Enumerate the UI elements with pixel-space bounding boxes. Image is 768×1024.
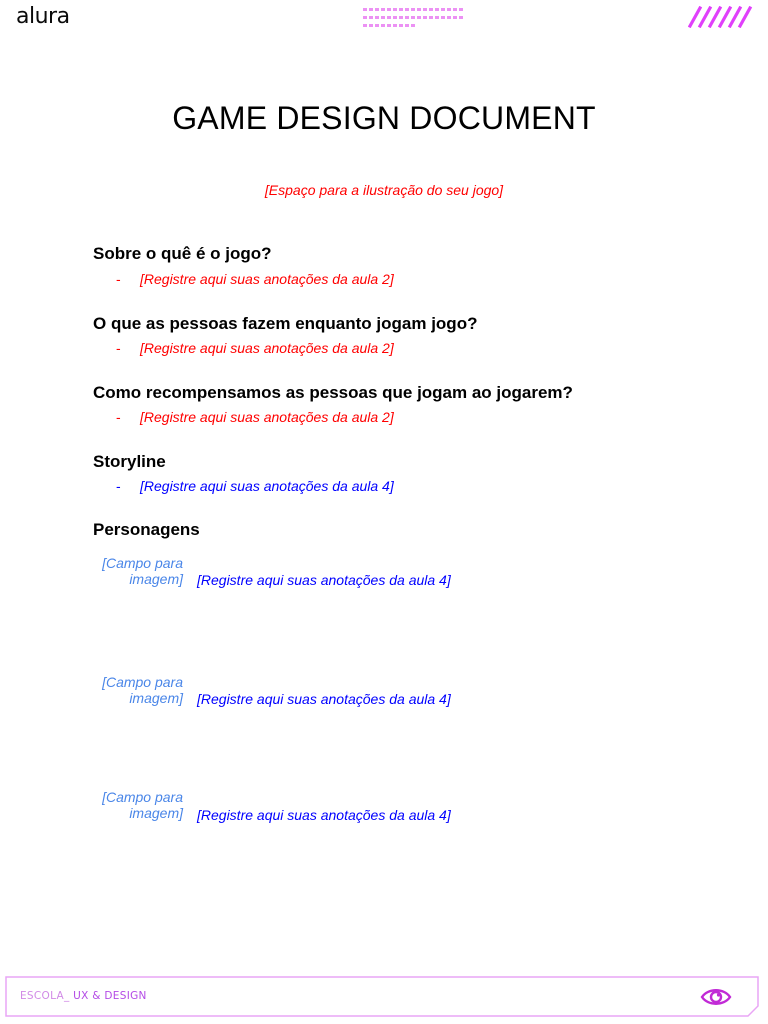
section-heading-personagens: Personagens xyxy=(93,520,200,539)
footer-school-name: UX & DESIGN xyxy=(73,990,147,1002)
dotted-line xyxy=(363,16,463,19)
section-heading-sobre: Sobre o quê é o jogo? xyxy=(93,244,272,263)
image-field-line: imagem] xyxy=(129,571,183,587)
section-heading-recompensamos: Como recompensamos as pessoas que jogam ao jogarem? xyxy=(93,383,573,402)
image-field-line: imagem] xyxy=(129,690,183,706)
character-image-field xyxy=(96,674,183,706)
alura-logo: alura xyxy=(16,4,70,29)
footer-school-label xyxy=(20,990,147,1002)
section-note-storyline xyxy=(116,478,394,494)
character-note: [Registre aqui suas anotações da aula 4] xyxy=(197,572,451,588)
character-note: [Registre aqui suas anotações da aula 4] xyxy=(197,807,451,823)
image-field-line: [Campo para xyxy=(102,674,183,690)
bullet-dash: - xyxy=(116,409,121,425)
section-note-recompensamos xyxy=(116,409,394,425)
note-text: [Registre aqui suas anotações da aula 2] xyxy=(140,340,394,356)
bullet-dash: - xyxy=(116,478,121,494)
section-note-fazem xyxy=(116,340,394,356)
dotted-line xyxy=(363,8,463,11)
section-heading-storyline: Storyline xyxy=(93,452,166,471)
character-note: [Registre aqui suas anotações da aula 4] xyxy=(197,691,451,707)
note-text: [Registre aqui suas anotações da aula 4] xyxy=(140,478,394,494)
image-field-line: [Campo para xyxy=(102,555,183,571)
header-dotted-decoration xyxy=(363,8,463,32)
image-field-line: [Campo para xyxy=(102,789,183,805)
section-heading-fazem: O que as pessoas fazem enquanto jogam jogo? xyxy=(93,314,478,333)
bullet-dash: - xyxy=(116,271,121,287)
illustration-placeholder: [Espaço para a ilustração do seu jogo] xyxy=(264,182,504,198)
note-text: [Registre aqui suas anotações da aula 2] xyxy=(140,409,394,425)
footer-bar xyxy=(5,976,759,1017)
character-image-field xyxy=(96,789,183,821)
eye-icon xyxy=(700,986,732,1013)
section-note-sobre xyxy=(116,271,394,287)
slash-stripes-icon xyxy=(688,6,756,33)
dotted-line xyxy=(363,24,415,27)
document-title: GAME DESIGN DOCUMENT xyxy=(172,100,596,136)
footer-school-prefix: ESCOLA_ xyxy=(20,990,70,1002)
image-field-line: imagem] xyxy=(129,805,183,821)
note-text: [Registre aqui suas anotações da aula 2] xyxy=(140,271,394,287)
bullet-dash: - xyxy=(116,340,121,356)
character-image-field xyxy=(96,555,183,587)
